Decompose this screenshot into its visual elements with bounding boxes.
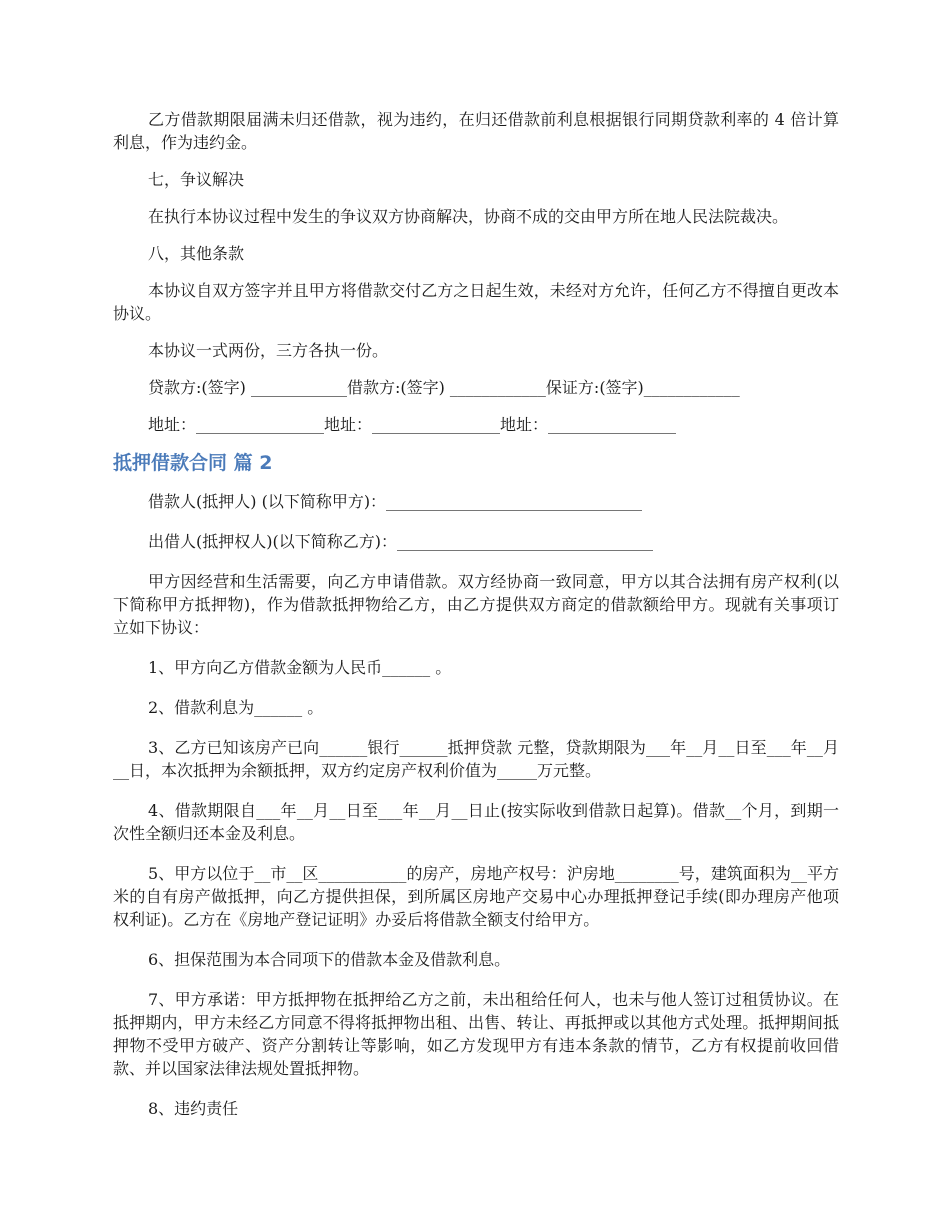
clause-8: 8、违约责任 xyxy=(148,1099,239,1118)
borrower-line: 借款人(抵押人) (以下简称甲方)：________________________________ xyxy=(148,492,643,511)
clause-4: 4、借款期限自___年__月__日至___年__月__日止(按实际收到借款日起算)。借款__个月，到期一次性全额归还本金及利息。 xyxy=(113,801,839,843)
penalty-paragraph: 乙方借款期限届满未归还借款，视为违约，在归还借款前利息根据银行同期贷款利率的 4 倍计算利息，作为违约金。 xyxy=(113,110,839,152)
clause-5: 5、甲方以位于__市__区___________的房产，房地产权号：沪房地________号，建筑面积为__平方米的自有房产做抵押，向乙方提供担保，到所属区房地产交易中心办理抵押登记手续(即办理房产他项权利证)。乙方在《房地产登记证明》办妥后将借款全额支付给甲方。 xyxy=(113,864,839,929)
section-heading-other-terms: 八，其他条款 xyxy=(148,244,245,263)
lender-line: 出借人(抵押权人)(以下简称乙方)：________________________________ xyxy=(148,532,653,551)
dispute-paragraph: 在执行本协议过程中发生的争议双方协商解决，协商不成的交由甲方所在地人民法院裁决。 xyxy=(148,207,789,226)
clause-7: 7、甲方承诺：甲方抵押物在抵押给乙方之前，未出租给任何人，也未与他人签订过租赁协议。在抵押期内，甲方未经乙方同意不得将抵押物出租、出售、转让、再抵押或以其他方式处理。抵押期间抵押物不受甲方破产、资产分割转让等影响，如乙方发现甲方有违本条款的情节，乙方有权提前收回借款、并以国家法律法规处置抵押物。 xyxy=(113,990,839,1078)
effect-paragraph: 本协议自双方签字并且甲方将借款交付乙方之日起生效，未经对方允许，任何乙方不得擅自更改本协议。 xyxy=(113,281,839,323)
clause-6: 6、担保范围为本合同项下的借款本金及借款利息。 xyxy=(148,950,511,969)
address-line: 地址：________________地址：________________地址：________________ xyxy=(148,415,677,434)
contract-title-2: 抵押借款合同 篇 2 xyxy=(113,452,273,474)
document-body xyxy=(113,108,839,1137)
clause-1: 1、甲方向乙方借款金额为人民币______ 。 xyxy=(148,658,452,677)
intro-paragraph: 甲方因经营和生活需要，向乙方申请借款。双方经协商一致同意，甲方以其合法拥有房产权利(以下简称甲方抵押物)，作为借款抵押物给乙方，由乙方提供双方商定的借款额给甲方。现就有关事项订立如下协议： xyxy=(113,572,839,637)
copies-paragraph: 本协议一式两份，三方各执一份。 xyxy=(148,341,389,360)
signature-line: 贷款方:(签字) ____________借款方:(签字) ____________保证方:(签字)____________ xyxy=(148,378,740,397)
section-heading-dispute: 七，争议解决 xyxy=(148,170,245,189)
clause-2: 2、借款利息为______ 。 xyxy=(148,698,324,717)
clause-3: 3、乙方已知该房产已向______银行______抵押贷款 元整，贷款期限为___年__月__日至___年__月__日，本次抵押为余额抵押，双方约定房产权利价值为_____万元整。 xyxy=(113,738,839,780)
